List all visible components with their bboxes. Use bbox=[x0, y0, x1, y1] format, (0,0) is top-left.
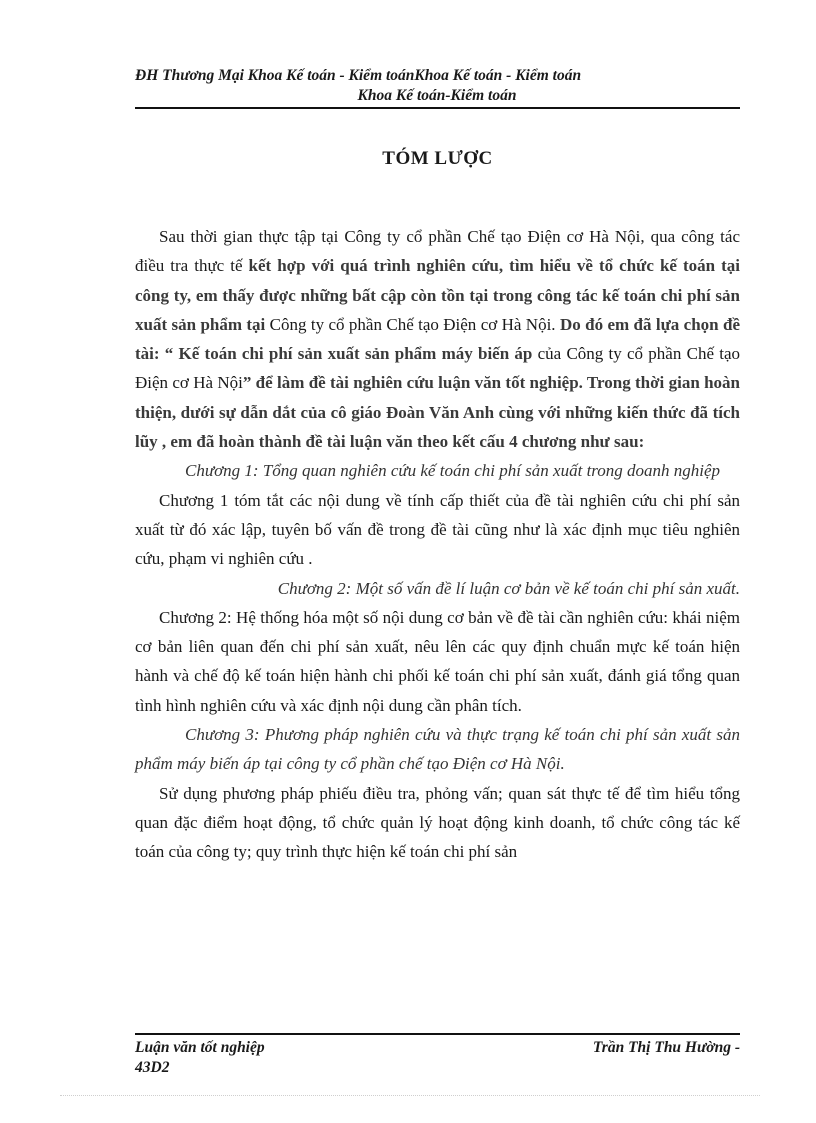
intro-text-2: Công ty cổ phần Chế tạo Điện cơ Hà Nội. bbox=[265, 314, 560, 334]
intro-text-bold-1: kết hợp với quá trình nghiên cứu, tìm hiểu về tổ chức kế toán tại công ty, em thấy được những bất cập còn tồn tại trong công tác kế toán chi phí sản xuất sản phẩm tại bbox=[135, 256, 740, 334]
footer-author: Trần Thị Thu Hường - bbox=[592, 1039, 740, 1056]
header-line-2: Khoa Kế toán-Kiểm toán bbox=[357, 87, 517, 104]
intro-paragraph bbox=[135, 222, 740, 456]
intro-text-bold-2: Do đó em đã lựa chọn đề tài: “ Kế toán chi phí sản xuất sản phẩm máy biến áp bbox=[135, 314, 741, 364]
intro-text-1: Sau thời gian thực tập tại Công ty cổ phần Chế tạo Điện cơ Hà Nội, qua công tác điều tra thực tế bbox=[135, 227, 740, 276]
chapter-2-title: Chương 2: Một số vấn đề lí luận cơ bản về kế toán chi phí sản xuất. bbox=[277, 578, 740, 598]
chapter-3-summary: Sử dụng phương pháp phiếu điều tra, phỏng vấn; quan sát thực tế để tìm hiểu tổng quan đặc điểm hoạt động, tổ chức quản lý hoạt động kinh doanh, tổ chức công tác kế toán của công ty; quy trình thực hiện kế toán chi phí sản bbox=[135, 783, 740, 862]
document-body bbox=[135, 222, 740, 867]
chapter-3-title: Chương 3: Phương pháp nghiên cứu và thực trạng kế toán chi phí sản xuất sản phẩm máy biến áp tại công ty cổ phần chế tạo Điện cơ Hà Nội. bbox=[135, 725, 740, 774]
intro-text-bold-3: ” để làm đề tài nghiên cứu luận văn tốt nghiệp. Trong thời gian hoàn thiện, dưới sự dẫn dắt của cô giáo Đoàn Văn Anh cùng với những kiến thức đã tích lũy , em đã hoàn thành đề tài luận văn theo kết cấu 4 chương như sau: bbox=[135, 373, 740, 452]
chapter-2-summary: Chương 2: Hệ thống hóa một số nội dung cơ bản về đề tài cần nghiên cứu: khái niệm cơ bản liên quan đến chi phí sản xuất, nêu lên các quy định chuẩn mực kế toán hiện hành và chế độ kế toán hiện hành chi phối kế toán chi phí sản xuất, đánh giá tổng quan tình hình nghiên cứu và xác định nội dung cần phân tích. bbox=[135, 607, 740, 715]
page-bottom-dotted-line bbox=[60, 1095, 760, 1096]
page-header bbox=[135, 66, 739, 106]
footer-class-code: 43D2 bbox=[135, 1059, 170, 1076]
page-title: TÓM LƯỢC bbox=[382, 148, 493, 169]
intro-text-3: của Công ty cổ phần Chế tạo Điện cơ Hà Nội bbox=[135, 344, 740, 393]
header-divider bbox=[135, 107, 740, 109]
chapter-1-title: Chương 1: Tổng quan nghiên cứu kế toán chi phí sản xuất trong doanh nghiệp bbox=[185, 461, 721, 481]
footer-divider bbox=[135, 1033, 740, 1035]
footer-thesis-label: Luận văn tốt nghiệp bbox=[135, 1039, 265, 1056]
chapter-1-summary: Chương 1 tóm tắt các nội dung về tính cấp thiết của đề tài nghiên cứu chi phí sản xuất từ đó xác lập, tuyên bố vấn đề trong đề tài cũng như là xác định mục tiêu nghiên cứu, phạm vi nghiên cứu . bbox=[135, 490, 740, 569]
header-line-1: ĐH Thương Mại Khoa Kế toán - Kiểm toánKhoa Kế toán - Kiểm toán bbox=[135, 67, 582, 84]
